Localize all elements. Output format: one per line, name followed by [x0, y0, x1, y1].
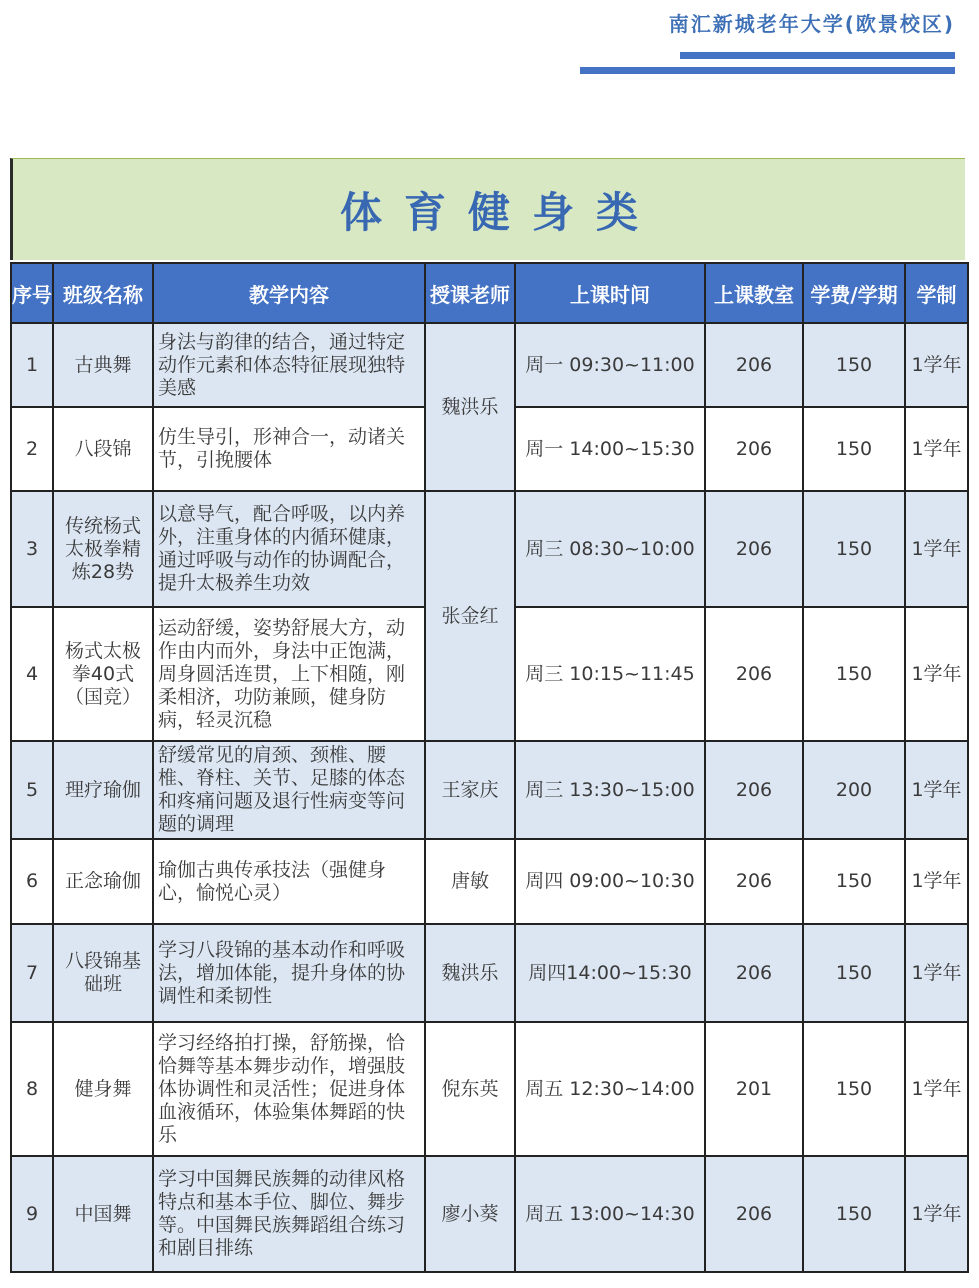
- cell-time: 周一 09:30~11:00: [515, 323, 705, 407]
- cell-class-name: 古典舞: [53, 323, 153, 407]
- cell-duration: 1学年: [905, 839, 968, 924]
- cell-time: 周五 13:00~14:30: [515, 1156, 705, 1272]
- cell-time: 周四14:00~15:30: [515, 924, 705, 1022]
- cell-room: 206: [705, 323, 803, 407]
- column-header-duration: 学制: [905, 263, 968, 323]
- category-title: 体育健身类: [339, 187, 660, 237]
- table-row: [11, 839, 968, 924]
- cell-room: 206: [705, 607, 803, 741]
- cell-class-name: 八段锦: [53, 407, 153, 491]
- school-name: 南汇新城老年大学(欧景校区): [668, 12, 955, 36]
- cell-fee: 200: [803, 741, 905, 839]
- cell-class-name: 八段锦基础班: [53, 924, 153, 1022]
- table-row: [11, 741, 968, 839]
- cell-fee: 150: [803, 1156, 905, 1272]
- table-row: [11, 323, 968, 407]
- cell-content: 学习八段锦的基本动作和呼吸法，增加体能，提升身体的协调性和柔韧性: [153, 924, 425, 1022]
- cell-duration: 1学年: [905, 407, 968, 491]
- cell-teacher: 王家庆: [425, 741, 515, 839]
- table-row: [11, 924, 968, 1022]
- cell-no: 3: [11, 491, 53, 607]
- cell-no: 5: [11, 741, 53, 839]
- table-row: [11, 491, 968, 607]
- cell-content: 以意导气，配合呼吸，以内养外，注重身体的内循环健康，通过呼吸与动作的协调配合，提升太极养生功效: [153, 491, 425, 607]
- cell-no: 4: [11, 607, 53, 741]
- column-header-class-name: 班级名称: [53, 263, 153, 323]
- cell-teacher: 唐敏: [425, 839, 515, 924]
- header-accent-bar-top: [680, 52, 955, 59]
- table-row: [11, 1022, 968, 1156]
- header-accent-bar-bottom: [580, 67, 955, 74]
- cell-no: 9: [11, 1156, 53, 1272]
- cell-fee: 150: [803, 323, 905, 407]
- cell-teacher: 廖小葵: [425, 1156, 515, 1272]
- course-schedule-table: [10, 262, 969, 1273]
- cell-content: 身法与韵律的结合，通过特定动作元素和体态特征展现独特美感: [153, 323, 425, 407]
- cell-class-name: 理疗瑜伽: [53, 741, 153, 839]
- cell-teacher: 魏洪乐: [425, 924, 515, 1022]
- cell-content: 学习经络拍打操，舒筋操，恰恰舞等基本舞步动作，增强肢体协调性和灵活性；促进身体血液循环，体验集体舞蹈的快乐: [153, 1022, 425, 1156]
- cell-content: 仿生导引，形神合一，动诸关节，引挽腰体: [153, 407, 425, 491]
- cell-room: 206: [705, 407, 803, 491]
- cell-class-name: 健身舞: [53, 1022, 153, 1156]
- cell-duration: 1学年: [905, 1022, 968, 1156]
- column-header-room: 上课教室: [705, 263, 803, 323]
- cell-no: 8: [11, 1022, 53, 1156]
- cell-duration: 1学年: [905, 741, 968, 839]
- cell-no: 6: [11, 839, 53, 924]
- column-header-content: 教学内容: [153, 263, 425, 323]
- cell-time: 周三 10:15~11:45: [515, 607, 705, 741]
- cell-fee: 150: [803, 407, 905, 491]
- column-header-time: 上课时间: [515, 263, 705, 323]
- cell-teacher: 张金红: [425, 491, 515, 741]
- column-header-teacher: 授课老师: [425, 263, 515, 323]
- cell-time: 周五 12:30~14:00: [515, 1022, 705, 1156]
- cell-room: 206: [705, 1156, 803, 1272]
- cell-time: 周一 14:00~15:30: [515, 407, 705, 491]
- cell-time: 周四 09:00~10:30: [515, 839, 705, 924]
- cell-content: 舒缓常见的肩颈、颈椎、腰椎、脊柱、关节、足膝的体态和疼痛问题及退行性病变等问题的调理: [153, 741, 425, 839]
- cell-room: 206: [705, 741, 803, 839]
- cell-fee: 150: [803, 607, 905, 741]
- cell-content: 学习中国舞民族舞的动律风格特点和基本手位、脚位、舞步等。中国舞民族舞蹈组合练习和剧目排练: [153, 1156, 425, 1272]
- cell-fee: 150: [803, 924, 905, 1022]
- cell-no: 1: [11, 323, 53, 407]
- cell-room: 206: [705, 924, 803, 1022]
- table-header-row: [11, 263, 968, 323]
- cell-content: 瑜伽古典传承技法（强健身心，愉悦心灵）: [153, 839, 425, 924]
- cell-fee: 150: [803, 839, 905, 924]
- cell-duration: 1学年: [905, 323, 968, 407]
- cell-room: 206: [705, 839, 803, 924]
- cell-duration: 1学年: [905, 1156, 968, 1272]
- column-header-fee: 学费/学期: [803, 263, 905, 323]
- cell-duration: 1学年: [905, 491, 968, 607]
- cell-class-name: 中国舞: [53, 1156, 153, 1272]
- cell-fee: 150: [803, 491, 905, 607]
- cell-duration: 1学年: [905, 924, 968, 1022]
- table-row: [11, 1156, 968, 1272]
- cell-content: 运动舒缓，姿势舒展大方，动作由内而外，身法中正饱满，周身圆活连贯，上下相随，刚柔相济，功防兼顾，健身防病，轻灵沉稳: [153, 607, 425, 741]
- cell-fee: 150: [803, 1022, 905, 1156]
- cell-time: 周三 13:30~15:00: [515, 741, 705, 839]
- cell-no: 7: [11, 924, 53, 1022]
- cell-teacher: 魏洪乐: [425, 323, 515, 491]
- cell-class-name: 传统杨式太极拳精炼28势: [53, 491, 153, 607]
- cell-class-name: 杨式太极拳40式（国竞）: [53, 607, 153, 741]
- cell-class-name: 正念瑜伽: [53, 839, 153, 924]
- cell-no: 2: [11, 407, 53, 491]
- cell-room: 201: [705, 1022, 803, 1156]
- cell-duration: 1学年: [905, 607, 968, 741]
- column-header-no: 序号: [11, 263, 53, 323]
- cell-room: 206: [705, 491, 803, 607]
- cell-teacher: 倪东英: [425, 1022, 515, 1156]
- cell-time: 周三 08:30~10:00: [515, 491, 705, 607]
- category-banner: [10, 158, 965, 260]
